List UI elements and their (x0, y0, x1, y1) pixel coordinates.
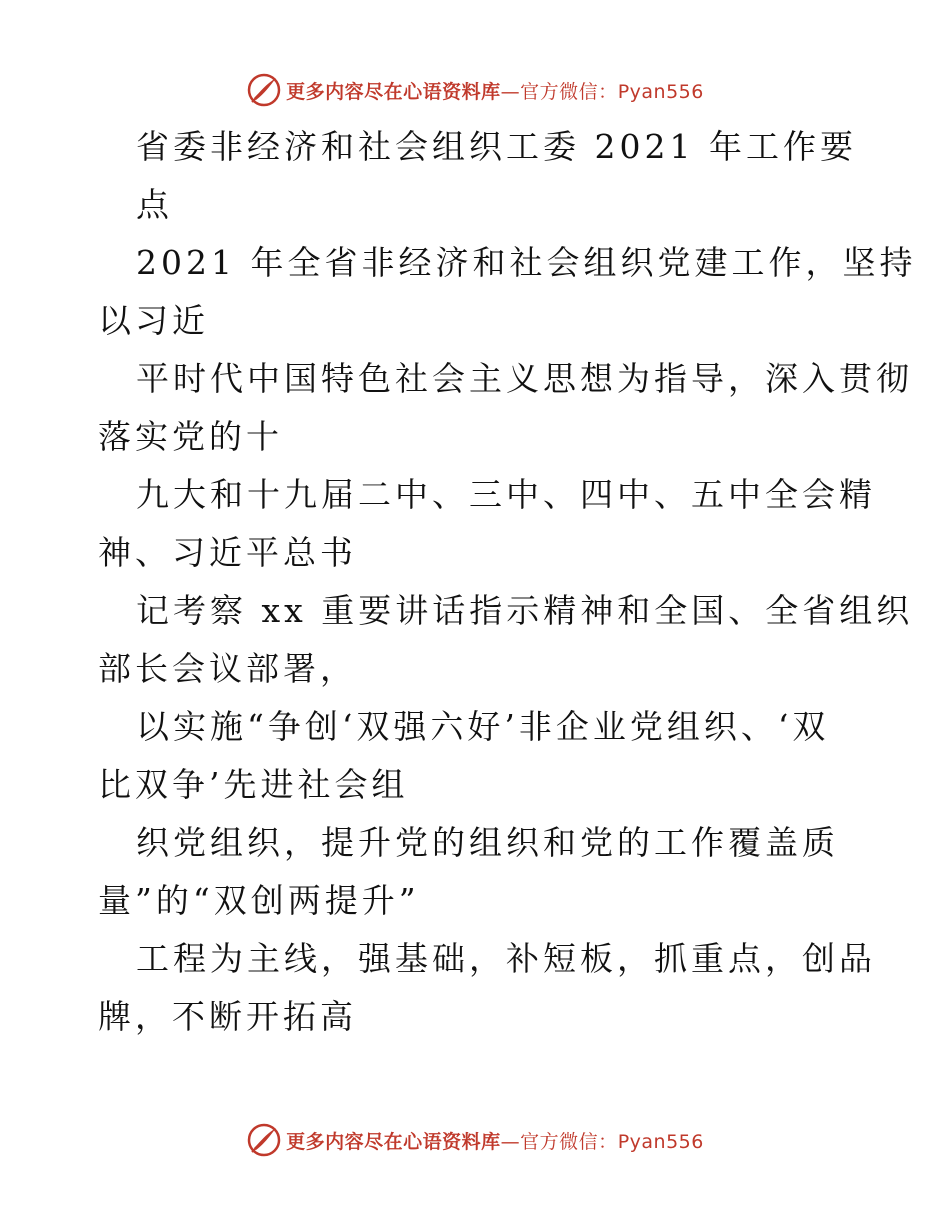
banner-wechat-label: 官方微信： (520, 1130, 618, 1153)
doc-line-12: 比双争’先进社会组 (98, 765, 409, 804)
header-watermark-banner (0, 70, 950, 110)
doc-line-1: 省委非经济和社会组织工委 2021 年工作要 (136, 127, 857, 166)
banner-wechat-id: Pyan556 (617, 80, 704, 103)
doc-line-15: 工程为主线，强基础，补短板，抓重点，创品 (136, 939, 876, 978)
doc-line-9: 记考察 xx 重要讲话指示精神和全国、全省组织 (136, 591, 914, 630)
quill-seal-icon (246, 1122, 282, 1158)
doc-line-3: 2021 年全省非经济和社会组织党建工作，坚持 (136, 243, 917, 282)
banner-label (286, 1127, 704, 1154)
banner-wechat-id: Pyan556 (617, 1130, 704, 1153)
banner-main-text: 更多内容尽在心语资料库 (286, 80, 501, 103)
document-body (98, 118, 917, 1046)
footer-watermark-banner (0, 1120, 950, 1160)
doc-line-8: 神、习近平总书 (98, 533, 357, 572)
doc-line-13: 织党组织，提升党的组织和党的工作覆盖质 (136, 823, 839, 862)
doc-line-16: 牌，不断开拓高 (98, 997, 357, 1036)
banner-separator: — (500, 80, 521, 103)
doc-line-4: 以习近 (98, 301, 209, 340)
doc-line-5: 平时代中国特色社会主义思想为指导，深入贯彻 (136, 359, 913, 398)
doc-line-14: 量”的“双创两提升” (98, 881, 420, 920)
quill-seal-icon (246, 72, 282, 108)
doc-line-7: 九大和十九届二中、三中、四中、五中全会精 (136, 475, 876, 514)
banner-main-text: 更多内容尽在心语资料库 (286, 1130, 501, 1153)
doc-line-6: 落实党的十 (98, 417, 283, 456)
banner-wechat-label: 官方微信： (520, 80, 618, 103)
banner-label (286, 77, 704, 104)
banner-separator: — (500, 1130, 521, 1153)
doc-line-2: 点 (136, 185, 173, 224)
doc-line-11: 以实施“争创‘双强六好’非企业党组织、‘双 (136, 707, 830, 746)
doc-line-10: 部长会议部署， (98, 649, 357, 688)
